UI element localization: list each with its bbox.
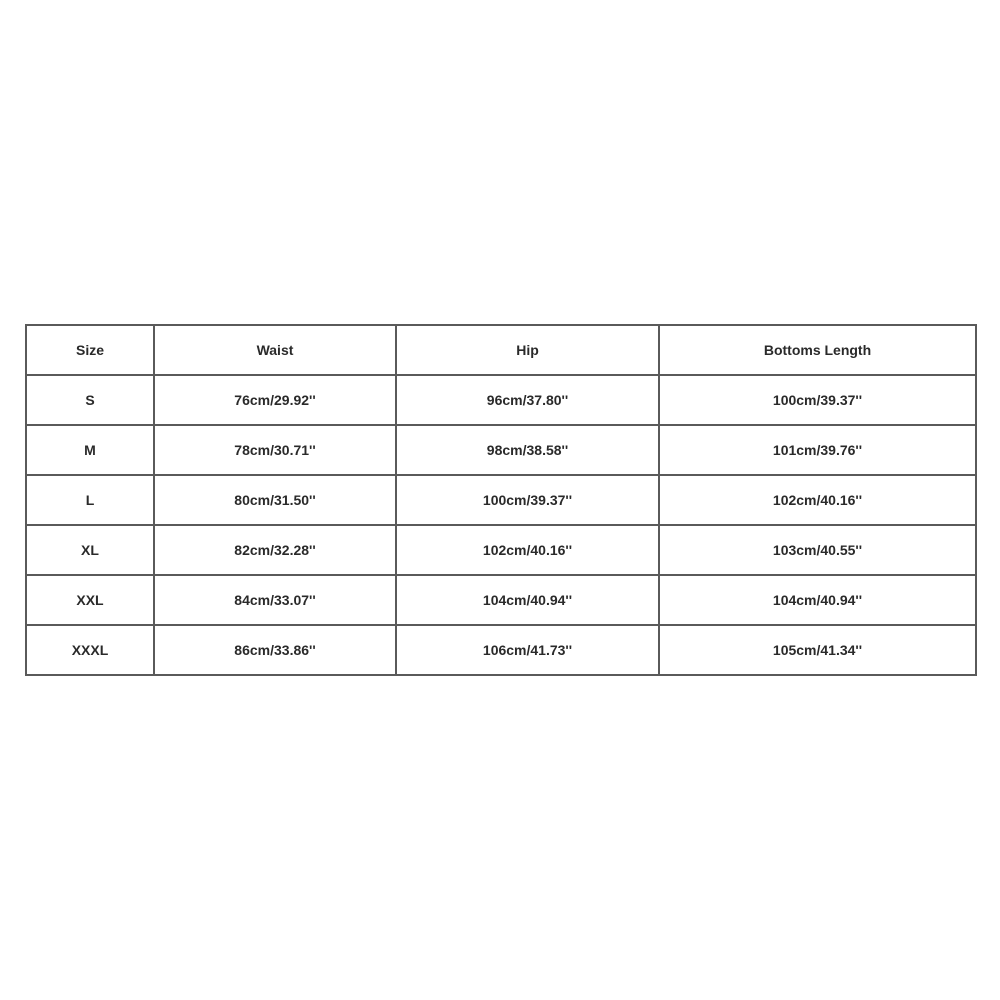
table-row <box>26 625 976 675</box>
cell-bottoms-length: 105cm/41.34'' <box>659 625 976 675</box>
header-hip: Hip <box>396 325 659 375</box>
cell-hip: 100cm/39.37'' <box>396 475 659 525</box>
cell-waist: 78cm/30.71'' <box>154 425 396 475</box>
table-row <box>26 375 976 425</box>
cell-bottoms-length: 103cm/40.55'' <box>659 525 976 575</box>
header-waist: Waist <box>154 325 396 375</box>
cell-hip: 106cm/41.73'' <box>396 625 659 675</box>
cell-waist: 80cm/31.50'' <box>154 475 396 525</box>
cell-bottoms-length: 102cm/40.16'' <box>659 475 976 525</box>
size-chart-table <box>25 324 977 676</box>
table-row <box>26 575 976 625</box>
cell-bottoms-length: 101cm/39.76'' <box>659 425 976 475</box>
cell-waist: 84cm/33.07'' <box>154 575 396 625</box>
cell-size: M <box>26 425 154 475</box>
cell-hip: 98cm/38.58'' <box>396 425 659 475</box>
table-row <box>26 475 976 525</box>
cell-size: XXL <box>26 575 154 625</box>
cell-size: XL <box>26 525 154 575</box>
table-row <box>26 525 976 575</box>
header-size: Size <box>26 325 154 375</box>
cell-hip: 96cm/37.80'' <box>396 375 659 425</box>
cell-size: XXXL <box>26 625 154 675</box>
header-bottoms-length: Bottoms Length <box>659 325 976 375</box>
cell-waist: 82cm/32.28'' <box>154 525 396 575</box>
cell-size: S <box>26 375 154 425</box>
table-row <box>26 425 976 475</box>
table-header-row <box>26 325 976 375</box>
cell-size: L <box>26 475 154 525</box>
cell-waist: 86cm/33.86'' <box>154 625 396 675</box>
cell-waist: 76cm/29.92'' <box>154 375 396 425</box>
cell-hip: 102cm/40.16'' <box>396 525 659 575</box>
cell-bottoms-length: 104cm/40.94'' <box>659 575 976 625</box>
cell-hip: 104cm/40.94'' <box>396 575 659 625</box>
cell-bottoms-length: 100cm/39.37'' <box>659 375 976 425</box>
